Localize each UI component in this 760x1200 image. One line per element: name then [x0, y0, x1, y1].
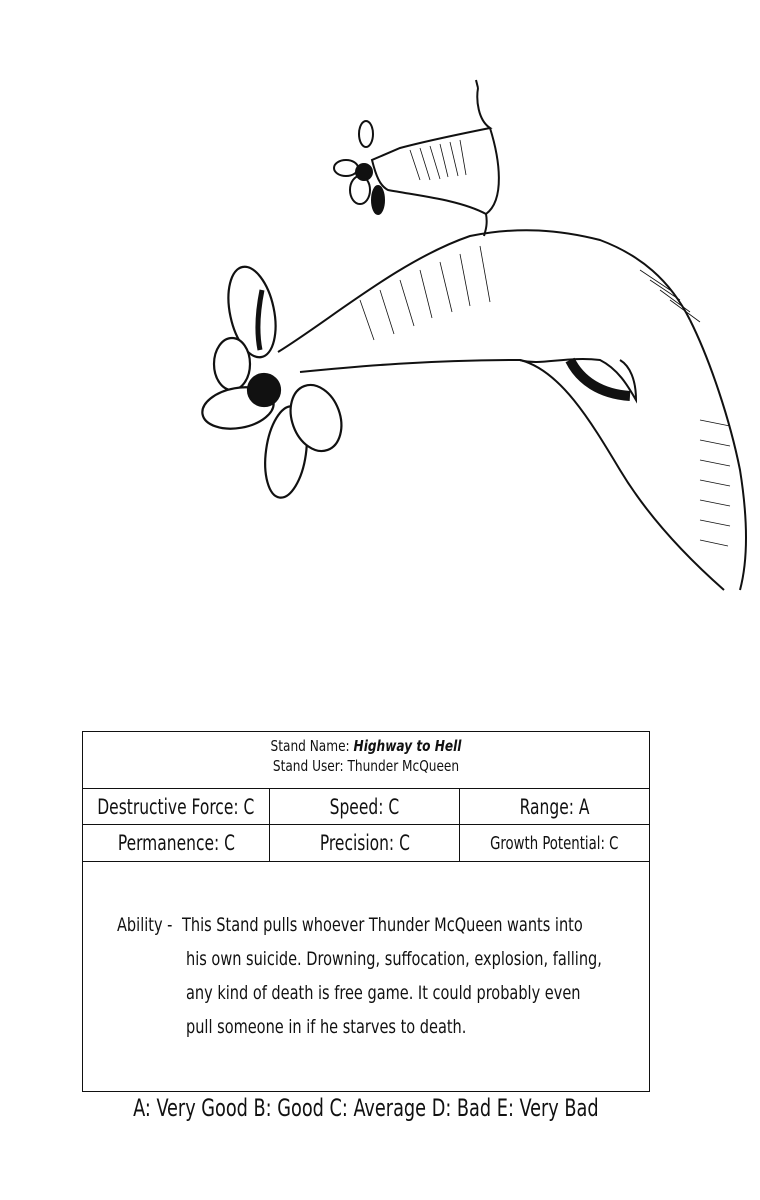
stand-user-label: Stand User: — [272, 757, 344, 775]
stand-name-line — [111, 736, 620, 756]
stand-header — [83, 732, 649, 789]
stat-precision: Precision: C — [270, 825, 459, 861]
stat-range: Range: A — [519, 794, 590, 819]
ability-label: Ability - — [117, 914, 173, 936]
ability-line: Ability - This Stand pulls whoever Thunder McQueen wants into — [117, 908, 637, 942]
stat-row-2 — [83, 825, 649, 862]
stand-stat-card — [82, 731, 650, 1092]
stat-speed: Speed: C — [270, 789, 459, 824]
upper-hand-figure — [372, 80, 499, 236]
ability-line: pull someone in if he starves to death. — [186, 1016, 467, 1038]
stat-permanence: Permanence: C — [83, 825, 270, 861]
large-bow-icon — [199, 262, 350, 500]
lower-arm-figure — [278, 230, 746, 590]
small-bow-icon — [334, 121, 384, 214]
ability-description — [117, 908, 637, 1044]
stand-user-line — [111, 756, 620, 776]
stand-name-label: Stand Name: — [270, 737, 350, 755]
stat-row-1 — [83, 789, 649, 825]
ability-line: any kind of death is free game. It could probably even — [186, 982, 581, 1004]
grade-legend: A: Very Good B: Good C: Average D: Bad E: Very Bad — [133, 1094, 599, 1122]
stand-user: Thunder McQueen — [347, 757, 460, 775]
stand-name: Highway to Hell — [353, 737, 462, 755]
stat-destructive-force: Destructive Force: C — [83, 789, 270, 824]
stat-growth-potential: Growth Potential: C — [490, 832, 619, 854]
ability-line: his own suicide. Drowning, suffocation, explosion, falling, — [186, 948, 602, 970]
